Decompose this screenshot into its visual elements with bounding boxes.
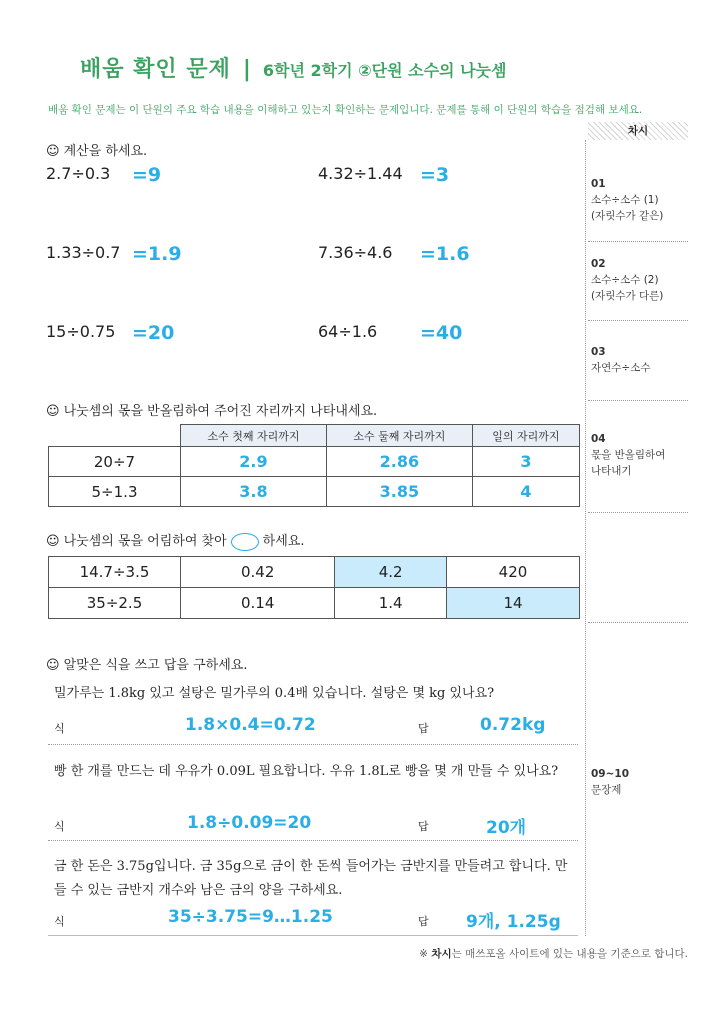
option-cell[interactable]: 1.4 <box>335 588 447 619</box>
sidebar-item-num: 04 <box>591 433 606 445</box>
formula-answer: 1.8÷0.09=20 <box>187 813 312 833</box>
formula-answer: 1.8×0.4=0.72 <box>185 715 316 735</box>
final-answer: 0.72kg <box>480 715 546 735</box>
sidebar-item-04 <box>591 431 665 479</box>
cell-value: 3.8 <box>181 477 327 507</box>
table-header-row <box>49 425 580 447</box>
smile-icon: ☺ <box>46 534 60 549</box>
footnote-mark: ※ <box>419 948 428 960</box>
problem-answer: =9 <box>132 164 162 186</box>
divider <box>48 840 578 841</box>
section2-text: 나눗셈의 몫을 반올림하여 주어진 자리까지 나타내세요. <box>63 404 378 419</box>
column-header: 소수 첫째 자리까지 <box>181 425 327 447</box>
section3-instruction <box>46 530 304 551</box>
formula-label: 식 <box>54 722 65 735</box>
sidebar-item-label: 자연수÷소수 <box>591 362 651 374</box>
sidebar-item-label: 문장제 <box>591 784 622 796</box>
sidebar-divider <box>588 622 688 623</box>
row-expression: 35÷2.5 <box>49 588 181 619</box>
problem-expression: 15÷0.75 <box>46 322 116 341</box>
problem-expression: 2.7÷0.3 <box>46 164 111 183</box>
title-main: 배움 확인 문제 <box>80 57 231 82</box>
section3-text: 하세요. <box>262 534 305 549</box>
problem-expression: 4.32÷1.44 <box>318 164 403 183</box>
title-separator: | <box>242 57 251 82</box>
problem-answer: =3 <box>420 164 450 186</box>
column-header: 일의 자리까지 <box>472 425 579 447</box>
cell-value: 4 <box>472 477 579 507</box>
sidebar-divider <box>588 512 688 513</box>
cell-value: 3 <box>472 447 579 477</box>
table-row <box>49 588 580 619</box>
sidebar-item-num: 09~10 <box>591 768 630 780</box>
smile-icon: ☺ <box>46 404 60 419</box>
column-header: 소수 둘째 자리까지 <box>326 425 472 447</box>
page-description: 배움 확인 문제는 이 단원의 주요 학습 내용을 이해하고 있는지 확인하는 문제입니다. 문제를 통해 이 단원의 학습을 점검해 보세요. <box>48 104 643 116</box>
footnote <box>419 946 688 961</box>
sidebar-divider <box>588 400 688 401</box>
option-cell-selected[interactable]: 4.2 <box>335 557 447 588</box>
section3-text: 나눗셈의 몫을 어림하여 찾아 <box>63 534 227 549</box>
formula-label: 식 <box>54 915 65 928</box>
problem-answer: =1.9 <box>132 243 182 265</box>
page-title <box>80 52 680 88</box>
final-answer: 20개 <box>486 818 527 838</box>
table-row <box>49 557 580 588</box>
sidebar-divider <box>588 241 688 242</box>
rounding-table <box>48 424 580 507</box>
estimate-table <box>48 556 580 619</box>
section4-instruction <box>46 654 247 673</box>
divider <box>48 744 578 745</box>
table-corner <box>49 425 181 447</box>
option-cell[interactable]: 0.14 <box>181 588 335 619</box>
sidebar-item-num: 01 <box>591 178 606 190</box>
smile-icon: ☺ <box>46 144 60 159</box>
footnote-bold: 차시 <box>431 948 452 960</box>
section2-instruction <box>46 400 377 419</box>
section1-text: 계산을 하세요. <box>63 144 148 159</box>
sidebar-item-09-10 <box>591 766 629 798</box>
cell-value: 2.9 <box>181 447 327 477</box>
sidebar-header: 차시 <box>588 122 688 140</box>
sidebar-item-label: 소수÷소수 (2) <box>591 274 659 286</box>
sidebar-item-label: 나타내기 <box>591 465 632 477</box>
table-row <box>49 477 580 507</box>
sidebar-item-label: 소수÷소수 (1) <box>591 194 659 206</box>
problem-expression: 64÷1.6 <box>318 322 378 341</box>
sidebar-item-02 <box>591 256 663 304</box>
sidebar-item-label: (자릿수가 같은) <box>591 210 664 222</box>
problem-expression: 7.36÷4.6 <box>318 243 393 262</box>
answer-label: 답 <box>418 722 429 735</box>
answer-label: 답 <box>418 915 429 928</box>
option-cell-selected[interactable]: 14 <box>446 588 579 619</box>
sidebar-item-label: (자릿수가 다른) <box>591 290 664 302</box>
answer-label: 답 <box>418 820 429 833</box>
sidebar-item-01 <box>591 176 663 224</box>
option-cell[interactable]: 420 <box>446 557 579 588</box>
word-problem-text: 빵 한 개를 만드는 데 우유가 0.09L 필요합니다. 우유 1.8L로 빵을 몇 개 만들 수 있나요? <box>54 764 559 779</box>
cell-value: 2.86 <box>326 447 472 477</box>
word-problem-text: 밀가루는 1.8kg 있고 설탕은 밀가루의 0.4배 있습니다. 설탕은 몇 kg 있나요? <box>54 686 495 701</box>
section4-text: 알맞은 식을 쓰고 답을 구하세요. <box>63 658 248 673</box>
cell-value: 3.85 <box>326 477 472 507</box>
sidebar-item-num: 02 <box>591 258 606 270</box>
section1-instruction <box>46 140 147 159</box>
row-expression: 5÷1.3 <box>49 477 181 507</box>
formula-answer: 35÷3.75=9…1.25 <box>168 907 333 927</box>
sidebar-item-03 <box>591 344 651 376</box>
sidebar-item-num: 03 <box>591 346 606 358</box>
problem-answer: =20 <box>132 322 175 344</box>
bottom-divider <box>48 935 578 936</box>
problem-expression: 1.33÷0.7 <box>46 243 121 262</box>
formula-label: 식 <box>54 820 65 833</box>
problem-answer: =40 <box>420 322 463 344</box>
sidebar-divider <box>588 320 688 321</box>
sidebar-divider-line <box>585 140 586 936</box>
smile-icon: ☺ <box>46 658 60 673</box>
final-answer: 9개, 1.25g <box>466 912 561 932</box>
sidebar-item-label: 몫을 반올림하여 <box>591 449 666 461</box>
problem-answer: =1.6 <box>420 243 470 265</box>
option-cell[interactable]: 0.42 <box>181 557 335 588</box>
title-subtitle: 6학년 2학기 ②단원 소수의 나눗셈 <box>262 61 507 80</box>
row-expression: 14.7÷3.5 <box>49 557 181 588</box>
circle-icon <box>231 533 259 551</box>
table-row <box>49 447 580 477</box>
row-expression: 20÷7 <box>49 447 181 477</box>
footnote-text: 는 매쓰포올 사이트에 있는 내용을 기준으로 합니다. <box>451 948 688 960</box>
word-problem-text: 금 한 돈은 3.75g입니다. 금 35g으로 금이 한 돈씩 들어가는 금반지를 만들려고 합니다. 만들 수 있는 금반지 개수와 남은 금의 양을 구하세요. <box>54 859 568 898</box>
